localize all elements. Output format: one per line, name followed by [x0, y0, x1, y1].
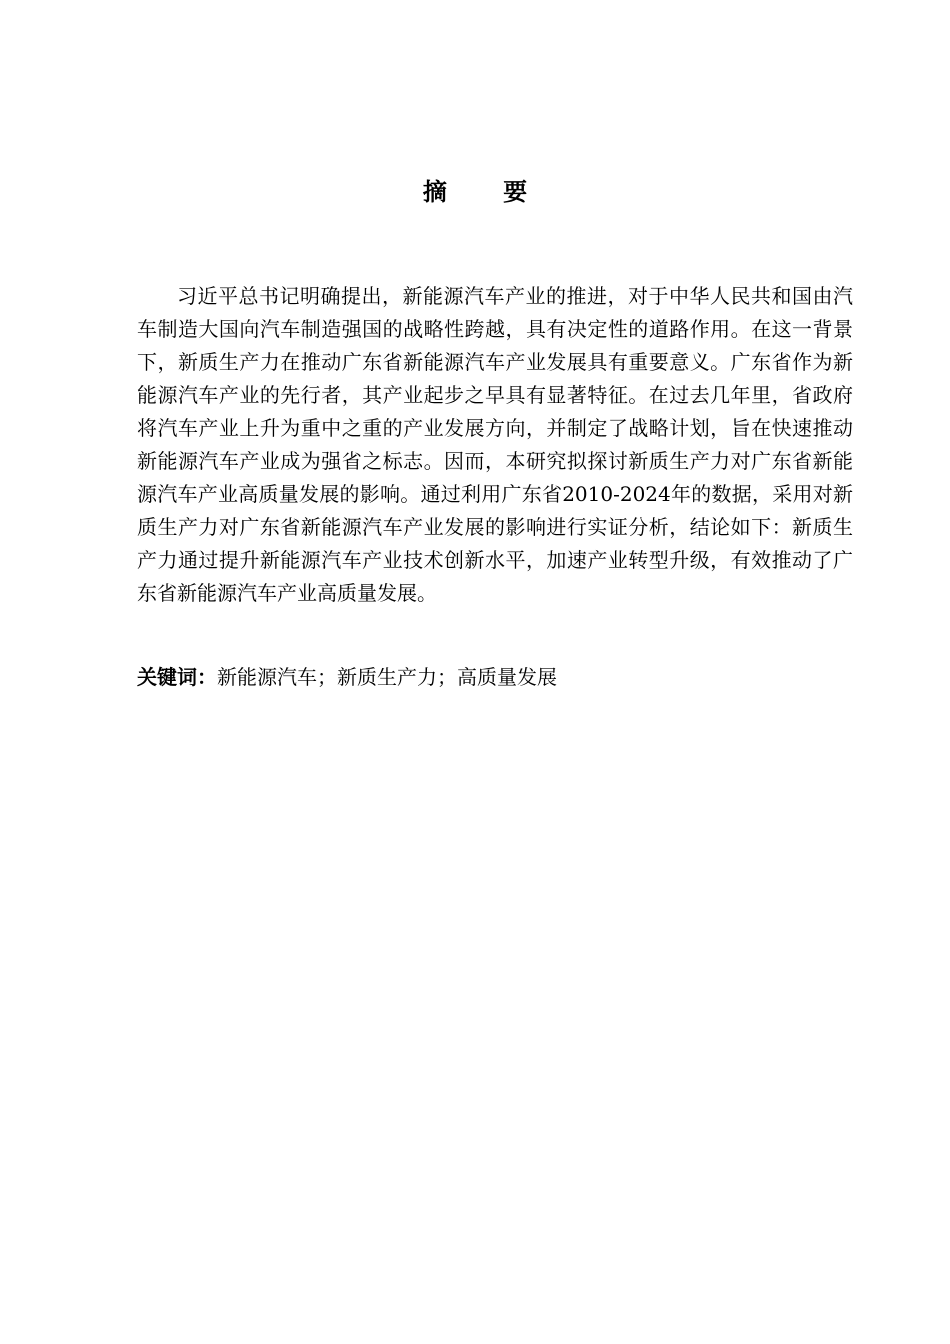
- abstract-paragraph: 习近平总书记明确提出，新能源汽车产业的推进，对于中华人民共和国由汽车制造大国向汽车制造强国的战略性跨越，具有决定性的道路作用。在这一背景下，新质生产力在推动广东省新能源汽车产业发展具有重要意义。广东省作为新能源汽车产业的先行者，其产业起步之早具有显著特征。在过去几年里，省政府将汽车产业上升为重中之重的产业发展方向，并制定了战略计划，旨在快速推动新能源汽车产业成为强省之标志。因而，本研究拟探讨新质生产力对广东省新能源汽车产业高质量发展的影响。通过利用广东省2010-2024年的数据，采用对新质生产力对广东省新能源汽车产业发展的影响进行实证分析，结论如下：新质生产力通过提升新能源汽车产业技术创新水平，加速产业转型升级，有效推动了广东省新能源汽车产业高质量发展。: [137, 284, 853, 605]
- keywords-text: 新能源汽车；新质生产力；高质量发展: [217, 665, 557, 689]
- page-title: 摘 要: [422, 178, 552, 206]
- keywords-line: [137, 661, 853, 694]
- keywords-label: 关键词：: [137, 665, 217, 689]
